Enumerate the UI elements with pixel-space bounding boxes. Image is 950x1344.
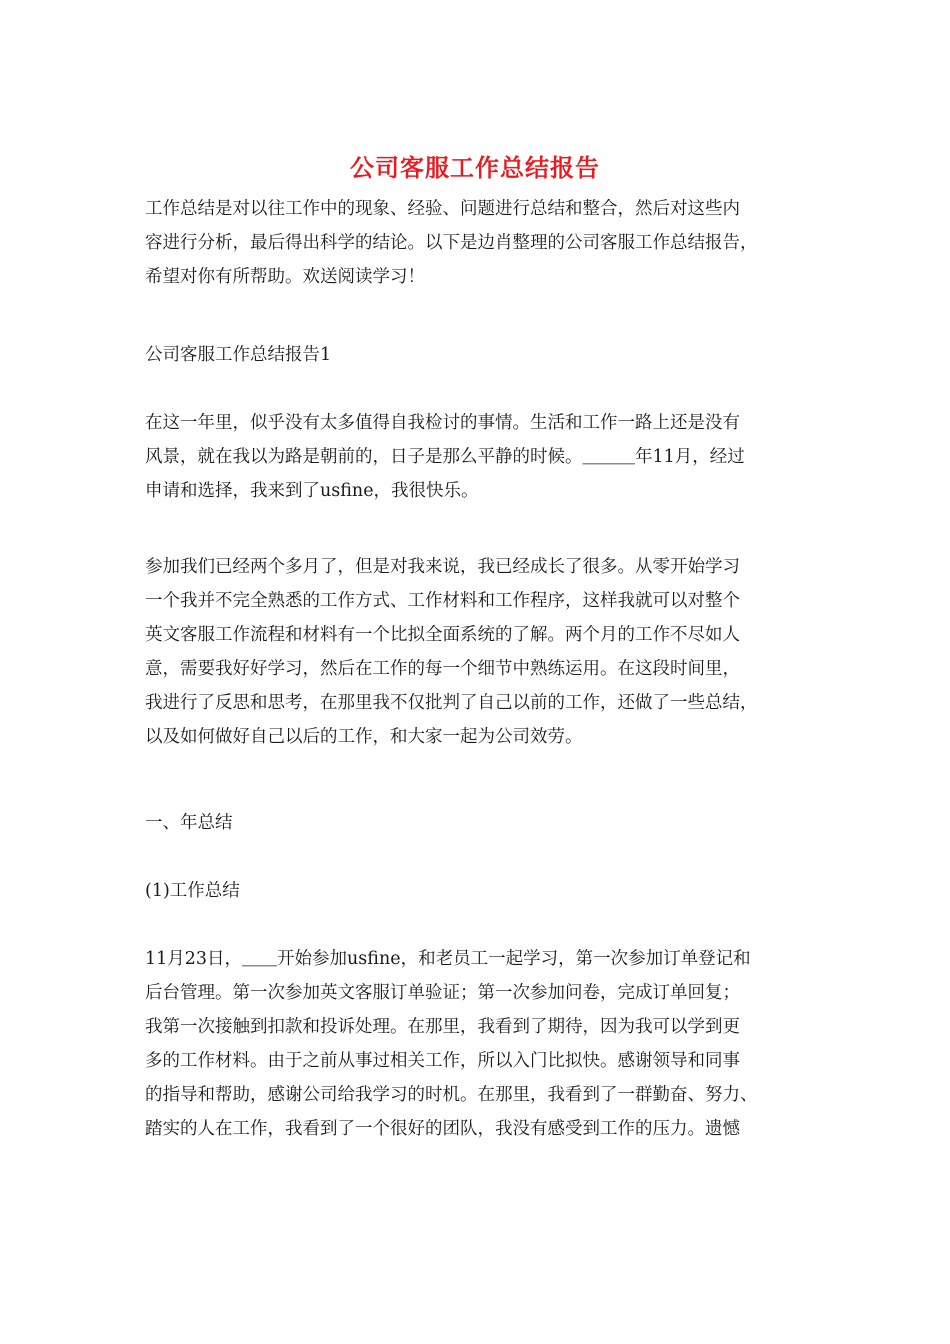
paragraph-line: 我进行了反思和思考，在那里我不仅批判了自己以前的工作，还做了一些总结，	[145, 693, 758, 713]
paragraph-line: 后台管理。第一次参加英文客服订单验证；第一次参加问卷，完成订单回复；	[145, 983, 740, 1003]
paragraph-line: 踏实的人在工作，我看到了一个很好的团队，我没有感受到工作的压力。遗憾	[145, 1119, 740, 1139]
intro-line: 工作总结是对以往工作中的现象、经验、问题进行总结和整合，然后对这些内	[145, 199, 740, 219]
paragraph-1	[145, 406, 815, 508]
paragraph-line: 以及如何做好自己以后的工作，和大家一起为公司效劳。	[145, 727, 583, 747]
paragraph-line: 的指导和帮助，感谢公司给我学习的时机。在那里，我看到了一群勤奋、努力、	[145, 1085, 758, 1105]
section-heading	[145, 338, 815, 372]
paragraph-line: 风景，就在我以为路是朝前的，日子是那么平静的时候。＿＿＿年11月，经过	[145, 447, 745, 467]
paragraph-2	[145, 550, 815, 754]
paragraph-line: 在这一年里，似乎没有太多值得自我检讨的事情。生活和工作一路上还是没有	[145, 413, 740, 433]
paragraph-line: 参加我们已经两个多月了，但是对我来说，我已经成长了很多。从零开始学习	[145, 557, 740, 577]
document-title: 公司客服工作总结报告	[350, 153, 600, 182]
heading-annual-summary	[145, 806, 815, 840]
intro-line: 希望对你有所帮助。欢送阅读学习！	[145, 267, 425, 287]
paragraph-line: 我第一次接触到扣款和投诉处理。在那里，我看到了期待，因为我可以学到更	[145, 1017, 740, 1037]
paragraph-line: 一个我并不完全熟悉的工作方式、工作材料和工作程序，这样我就可以对整个	[145, 591, 740, 611]
paragraph-line: 英文客服工作流程和材料有一个比拟全面系统的了解。两个月的工作不尽如人	[145, 625, 740, 645]
section-heading-text: 公司客服工作总结报告1	[145, 345, 332, 365]
intro-paragraph	[145, 192, 815, 294]
paragraph-line: 意，需要我好好学习，然后在工作的每一个细节中熟练运用。在这段时间里，	[145, 659, 740, 679]
heading-work-summary-text: (1)工作总结	[145, 881, 240, 901]
paragraph-line: 11月23日，＿＿开始参加usfine，和老员工一起学习，第一次参加订单登记和	[145, 949, 751, 969]
paragraph-line: 申请和选择，我来到了usfine，我很快乐。	[145, 481, 479, 501]
intro-line: 容进行分析，最后得出科学的结论。以下是边肖整理的公司客服工作总结报告，	[145, 233, 758, 253]
paragraph-line: 多的工作材料。由于之前从事过相关工作，所以入门比拟快。感谢领导和同事	[145, 1051, 740, 1071]
paragraph-3	[145, 942, 815, 1146]
heading-annual-summary-text: 一、年总结	[145, 813, 233, 833]
heading-work-summary	[145, 874, 815, 908]
